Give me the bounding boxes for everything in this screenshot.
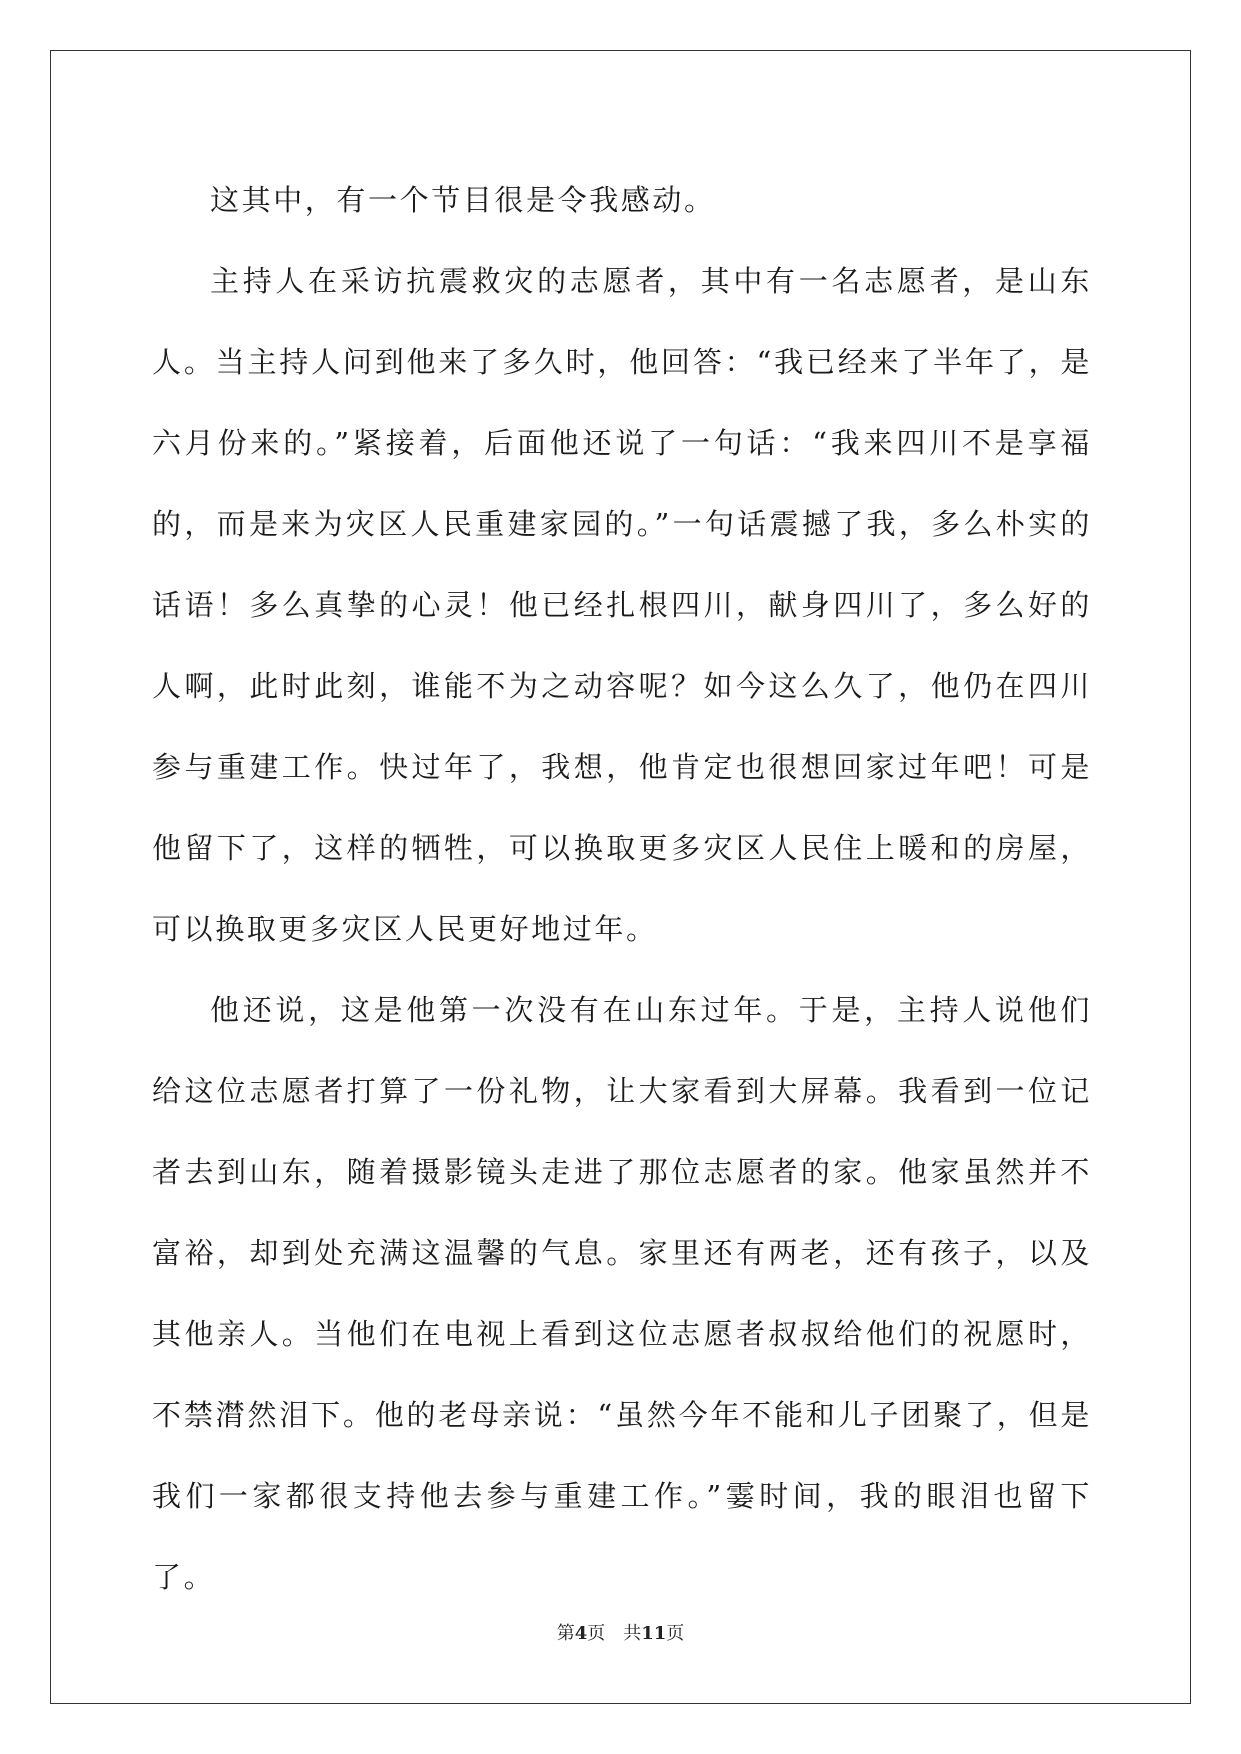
- paragraph-3: 他还说，这是他第一次没有在山东过年。于是，主持人说他们给这位志愿者打算了一份礼物，让大家看到大屏幕。我看到一位记者去到山东，随着摄影镜头走进了那位志愿者的家。他家虽然并不富裕，却到处充满这温馨的气息。家里还有两老，还有孩子，以及其他亲人。当他们在电视上看到这位志愿者叔叔给他们的祝愿时，不禁潸然泪下。他的老母亲说：“虽然今年不能和儿子团聚了，但是我们一家都很支持他去参与重建工作。”霎时间，我的眼泪也留下了。: [152, 993, 1092, 1594]
- paragraph-2: 主持人在采访抗震救灾的志愿者，其中有一名志愿者，是山东人。当主持人问到他来了多久时，他回答：“我已经来了半年了，是六月份来的。”紧接着，后面他还说了一句话：“我来四川不是享福的，而是来为灾区人民重建家园的。”一句话震撼了我，多么朴实的话语！多么真挚的心灵！他已经扎根四川，献身四川了，多么好的人啊，此时此刻，谁能不为之动容呢？如今这么久了，他仍在四川参与重建工作。快过年了，我想，他肯定也很想回家过年吧！可是他留下了，这样的牺牲，可以换取更多灾区人民住上暖和的房屋，可以换取更多灾区人民更好地过年。: [152, 264, 1092, 946]
- document-body: [152, 160, 1092, 1618]
- page-footer: [0, 1619, 1241, 1645]
- page-prefix: 第: [556, 1623, 575, 1644]
- total-prefix: 共: [623, 1623, 642, 1644]
- total-pages: 11: [641, 1623, 667, 1644]
- paragraph-1: 这其中，有一个节目很是令我感动。: [210, 183, 716, 217]
- page-number: 4: [574, 1623, 588, 1644]
- total-suffix: 页: [666, 1623, 685, 1644]
- page-suffix: 页: [587, 1623, 606, 1644]
